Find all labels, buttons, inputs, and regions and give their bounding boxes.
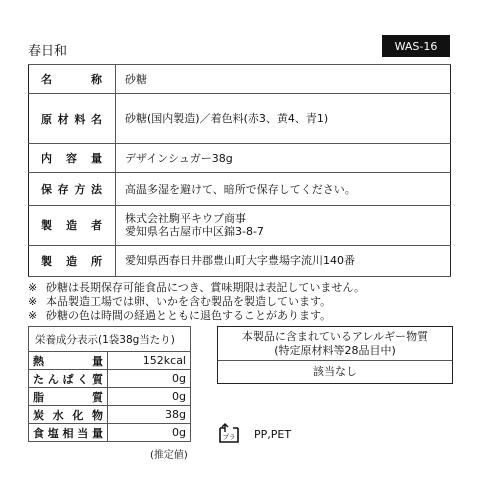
- nutrition-table: [28, 326, 191, 442]
- note-line: [28, 309, 365, 323]
- spec-label-content-text: [41, 150, 103, 166]
- nutrition-key: [29, 424, 108, 442]
- spec-row-factory: [29, 245, 451, 276]
- nutrition-header-row: [29, 327, 191, 352]
- recycle-mark-text: プラ: [222, 433, 236, 441]
- label-char: 名: [90, 112, 103, 126]
- spec-label-name-text: [41, 71, 103, 87]
- spec-value-manufacturer: [116, 205, 451, 245]
- spec-label-manufacturer-text: [41, 217, 103, 233]
- label-char: 称: [91, 73, 103, 87]
- spec-value-content: [116, 144, 451, 173]
- recycle-material: PP,PET: [254, 428, 292, 441]
- allergy-heading: [218, 327, 452, 361]
- note-mark: ※: [28, 295, 38, 308]
- spec-label-storage-text: [41, 181, 103, 197]
- spec-label-name: [29, 65, 116, 94]
- brand-title: 春日和: [28, 44, 68, 59]
- nutrition-row: [29, 424, 191, 442]
- plastic-recycle-icon: [217, 420, 241, 446]
- spec-label-manufacturer: [29, 205, 116, 245]
- label-char: 水: [52, 408, 64, 422]
- label-char: 化: [72, 408, 84, 422]
- label-char: 容: [66, 152, 78, 166]
- allergy-heading-line1: 本製品に含まれているアレルギー物質: [241, 330, 429, 343]
- spec-row-storage: [29, 173, 451, 205]
- label-char: 相: [62, 426, 74, 440]
- nutrition-value: 38g: [108, 406, 191, 424]
- label-char: 料: [74, 112, 87, 126]
- note-text: 砂糖は長期保存可能食品につき、賞味期限は表記していません。: [46, 281, 365, 294]
- label-char: 方: [74, 183, 87, 197]
- nutrition-row: [29, 406, 191, 424]
- note-text: 本品製造工場では卵、いかを含む製品を製造しています。: [46, 295, 332, 308]
- spec-value-ingredients: [116, 94, 451, 144]
- spec-value-storage-line: 高温多湿を避けて、暗所で保存してください。: [125, 182, 356, 196]
- spec-value-content-line: デザインシュガー38g: [125, 151, 233, 165]
- label-char: 原: [41, 112, 53, 126]
- label-char: 造: [66, 254, 78, 268]
- label-char: 塩: [47, 426, 59, 440]
- label-char: 量: [92, 426, 103, 440]
- note-line: [28, 281, 365, 295]
- nutrition-row: [29, 352, 191, 370]
- label-char: 脂: [33, 390, 44, 404]
- notes-block: [28, 281, 365, 323]
- nutrition-row: [29, 388, 191, 406]
- label-char: ぱ: [62, 372, 74, 386]
- nutrition-row: [29, 370, 191, 388]
- label-char: 質: [92, 390, 103, 404]
- spec-value-ingredients-line: 砂糖(国内製造)／着色料(赤3、黄4、青1): [125, 112, 329, 126]
- nutrition-key-text: [33, 353, 103, 369]
- spec-value-name-line: 砂糖: [125, 72, 147, 86]
- note-mark: ※: [28, 309, 38, 322]
- product-spec-table: [28, 64, 451, 277]
- nutrition-key-text: [33, 407, 103, 423]
- spec-row-ingredients: [29, 94, 451, 144]
- spec-row-content: [29, 144, 451, 173]
- spec-row-manufacturer: [29, 205, 451, 245]
- label-char: 物: [91, 408, 103, 422]
- spec-value-factory-line: 愛知県西春日井郡豊山町大字豊場字流川140番: [125, 254, 355, 268]
- label-char: 量: [92, 354, 103, 368]
- spec-label-ingredients-text: [41, 111, 103, 127]
- label-char: 質: [92, 372, 103, 386]
- label-char: 造: [66, 219, 78, 233]
- label-char: 内: [41, 152, 53, 166]
- label-char: た: [33, 372, 44, 386]
- allergy-heading-line2: (特定原材料等28品目中): [274, 344, 396, 357]
- spec-value-factory: [116, 245, 451, 276]
- note-line: [28, 295, 365, 309]
- label-char: 製: [41, 254, 53, 268]
- label-char: 者: [91, 219, 103, 233]
- nutrition-value: 0g: [108, 388, 191, 406]
- nutrition-estimate-note: (推定値): [150, 450, 188, 461]
- spec-label-factory-text: [41, 253, 103, 269]
- nutrition-key-text: [33, 371, 103, 387]
- label-char: 材: [57, 112, 70, 126]
- note-text: 砂糖の色は時間の経過とともに退色することがあります。: [46, 309, 332, 322]
- label-char: 食: [33, 426, 44, 440]
- nutrition-value: 152kcal: [108, 352, 191, 370]
- label-char: 熱: [33, 354, 44, 368]
- spec-row-name: [29, 65, 451, 94]
- spec-value-manufacturer-line2: 愛知県名古屋市中区錦3-8-7: [125, 225, 264, 239]
- label-char: 法: [90, 183, 103, 197]
- nutrition-value: 0g: [108, 370, 191, 388]
- label-char: く: [77, 372, 89, 386]
- nutrition-key-text: [33, 425, 103, 441]
- spec-label-content: [29, 144, 116, 173]
- label-char: 所: [91, 254, 103, 268]
- spec-value-storage: [116, 173, 451, 205]
- product-code-badge: WAS-16: [382, 35, 450, 57]
- spec-value-manufacturer-line1: 株式会社駒平キウブ商事: [125, 212, 246, 226]
- nutrition-key: [29, 370, 108, 388]
- allergy-value: 該当なし: [313, 365, 357, 378]
- note-mark: ※: [28, 281, 38, 294]
- spec-label-storage: [29, 173, 116, 205]
- label-char: ん: [47, 372, 59, 386]
- label-char: 保: [41, 183, 53, 197]
- label-char: 製: [41, 219, 53, 233]
- label-char: 炭: [33, 408, 44, 422]
- spec-label-ingredients: [29, 94, 116, 144]
- nutrition-key: [29, 406, 108, 424]
- label-char: 存: [57, 183, 70, 197]
- allergy-box: [217, 326, 453, 384]
- nutrition-value: 0g: [108, 424, 191, 442]
- nutrition-key-text: [33, 389, 103, 405]
- label-char: 名: [41, 73, 53, 87]
- nutrition-header: 栄養成分表示(1袋38g当たり): [29, 327, 191, 352]
- nutrition-key: [29, 388, 108, 406]
- label-char: 当: [77, 426, 89, 440]
- spec-label-factory: [29, 245, 116, 276]
- nutrition-key: [29, 352, 108, 370]
- label-char: 量: [91, 152, 103, 166]
- spec-value-name: [116, 65, 451, 94]
